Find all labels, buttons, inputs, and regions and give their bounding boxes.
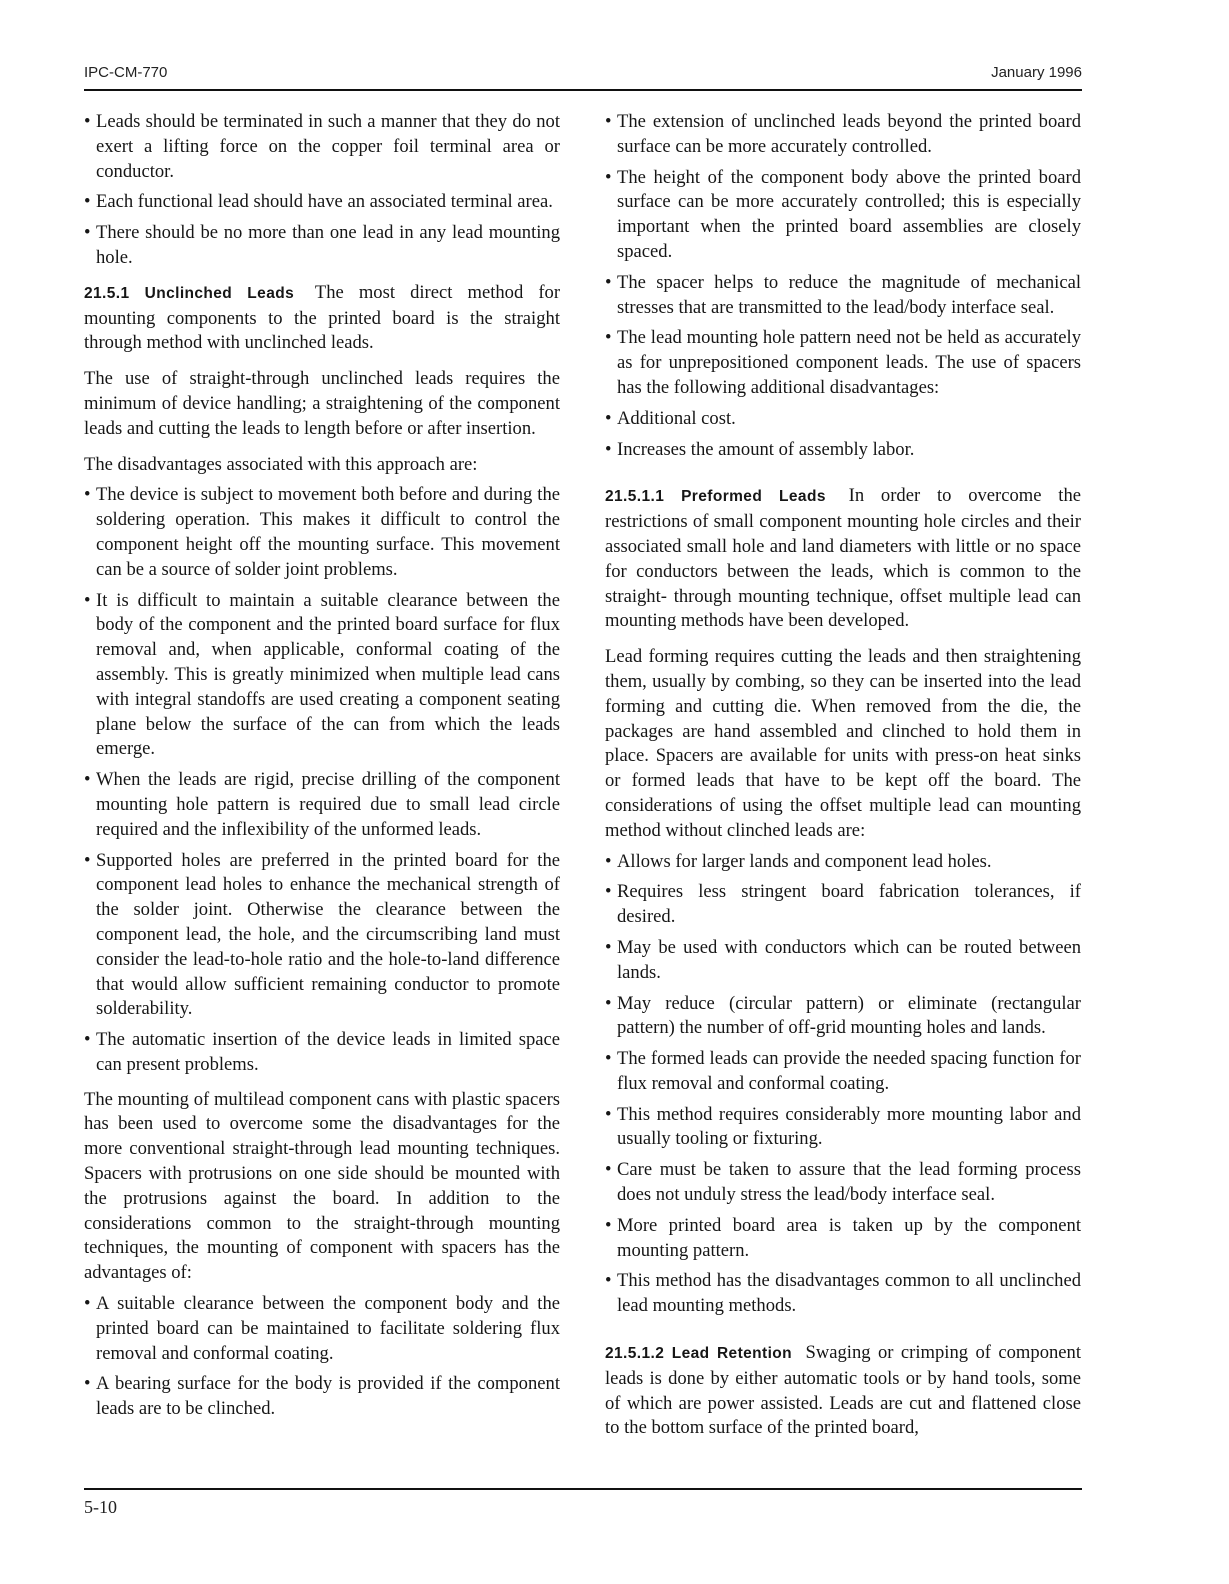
bullet-item: • Increases the amount of assembly labor.	[605, 438, 1081, 463]
right-column	[605, 110, 1081, 1452]
bullet-item: • Leads should be terminated in such a manner that they do not exert a lifting force on the copper foil terminal area or conductor.	[84, 110, 560, 184]
document-id: IPC-CM-770	[84, 64, 168, 81]
bullet-item: • It is difficult to maintain a suitable clearance between the body of the component and the printed board surface for flux removal and, when applicable, conformal coating of the assembly. This is greatly minimized when multiple lead cans with integral standoffs are used creating a component seating plane below the surface of the can from which the leads emerge.	[84, 589, 560, 763]
bullet-item: • The formed leads can provide the needed spacing function for flux removal and conformal coating.	[605, 1047, 1081, 1097]
bullet-item: • A suitable clearance between the component body and the printed board can be maintained to facilitate soldering flux removal and conformal coating.	[84, 1292, 560, 1366]
bullet-item: • Care must be taken to assure that the lead forming process does not unduly stress the lead/body interface seal.	[605, 1158, 1081, 1208]
bullet-item: • May reduce (circular pattern) or eliminate (rectangular pattern) the number of off-grid mounting holes and lands.	[605, 992, 1081, 1042]
footer-rule	[84, 1488, 1082, 1490]
paragraph: The mounting of multilead component cans with plastic spacers has been used to overcome some the disadvantages for the more conventional straight-through lead mounting techniques. Spacers with protrusions on one side should be mounted with the protrusions against the board. In addition to the considerations common to the straight-through mounting techniques, the mounting of component with spacers has the advantages of:	[84, 1088, 560, 1284]
header-rule	[84, 89, 1082, 91]
paragraph: The use of straight-through unclinched leads requires the minimum of device handling; a straightening of the component leads and cutting the leads to length before or after insertion.	[84, 368, 560, 439]
bullet-item: • Supported holes are preferred in the printed board for the component lead holes to enhance the mechanical strength of the solder joint. Otherwise the clearance between the component lead, the hole, and the circumscribing land must consider the lead-to-hole ratio and the hole-to-land difference that would allow sufficient remaining conductor to promote solderability.	[84, 849, 560, 1023]
document-page	[84, 0, 1082, 1584]
section-body: The most direct method for mounting components to the printed board is the straight through method with unclinched leads.	[84, 281, 561, 354]
section-heading: 21.5.1.1 Preformed Leads	[605, 488, 826, 506]
bullet-item: • The lead mounting hole pattern need not be held as accurately as for unprepositioned component leads. The use of spacers has the following additional disadvantages:	[605, 326, 1081, 400]
bullet-item: • Allows for larger lands and component lead holes.	[605, 850, 1081, 875]
section-body: In order to overcome the restrictions of small component mounting hole circles and their associated small hole and land diameters with little or no space for conductors between the leads, which is common to the straight- through mounting technique, offset multiple lead can mounting methods have been developed.	[605, 485, 1081, 632]
bullet-item: • Each functional lead should have an associated terminal area.	[84, 190, 560, 215]
bullet-item: • More printed board area is taken up by the component mounting pattern.	[605, 1214, 1081, 1264]
bullet-item: • May be used with conductors which can be routed between lands.	[605, 936, 1081, 986]
bullet-item: • Requires less stringent board fabrication tolerances, if desired.	[605, 880, 1081, 930]
section-body: Swaging or crimping of component leads is done by either automatic tools or by hand tools, some of which are power assisted. Leads are cut and flattened close to the bottom surface of the printed board,	[605, 1342, 1081, 1439]
paragraph: Lead forming requires cutting the leads and then straightening them, usually by combing, so they can be inserted into the lead forming and cutting die. When removed from the die, the packages are hand assembled and clinched to hold them in place. Spacers are available for units with press-on heat sinks or formed leads that have to be kept off the board. The considerations of using the offset multiple lead can mounting method without clinched leads are:	[605, 646, 1081, 841]
bullet-item: • The automatic insertion of the device leads in limited space can present problems.	[84, 1028, 560, 1078]
section-21-5-1-1	[605, 484, 1081, 634]
bullet-item: • This method has the disadvantages common to all unclinched lead mounting methods.	[605, 1269, 1081, 1319]
bullet-item: • This method requires considerably more mounting labor and usually tooling or fixturing.	[605, 1103, 1081, 1153]
bullet-item: • The extension of unclinched leads beyond the printed board surface can be more accurately controlled.	[605, 110, 1081, 160]
paragraph: The disadvantages associated with this approach are:	[84, 453, 478, 475]
running-header	[84, 64, 1082, 86]
document-date: January 1996	[991, 64, 1082, 81]
page-number: 5-10	[84, 1497, 117, 1517]
bullet-item: • There should be no more than one lead in any lead mounting hole.	[84, 221, 560, 271]
bullet-item: • The spacer helps to reduce the magnitude of mechanical stresses that are transmitted to the lead/body interface seal.	[605, 271, 1081, 321]
section-heading: 21.5.1.2 Lead Retention	[605, 1345, 793, 1363]
bullet-item: • A bearing surface for the body is provided if the component leads are to be clinched.	[84, 1372, 560, 1422]
bullet-item: • The height of the component body above the printed board surface can be more accurately controlled; this is especially important when the printed board assemblies are closely spaced.	[605, 166, 1081, 265]
bullet-item: • When the leads are rigid, precise drilling of the component mounting hole pattern is required due to small lead circle required and the inflexibility of the unformed leads.	[84, 768, 560, 842]
bullet-item: • The device is subject to movement both before and during the soldering operation. This makes it difficult to control the component height off the mounting surface. This movement can be a source of solder joint problems.	[84, 483, 560, 582]
section-21-5-1-2	[605, 1341, 1081, 1441]
bullet-item: • Additional cost.	[605, 407, 1081, 432]
left-column	[84, 110, 560, 1428]
section-heading: 21.5.1 Unclinched Leads	[84, 284, 295, 302]
section-21-5-1	[84, 281, 560, 356]
